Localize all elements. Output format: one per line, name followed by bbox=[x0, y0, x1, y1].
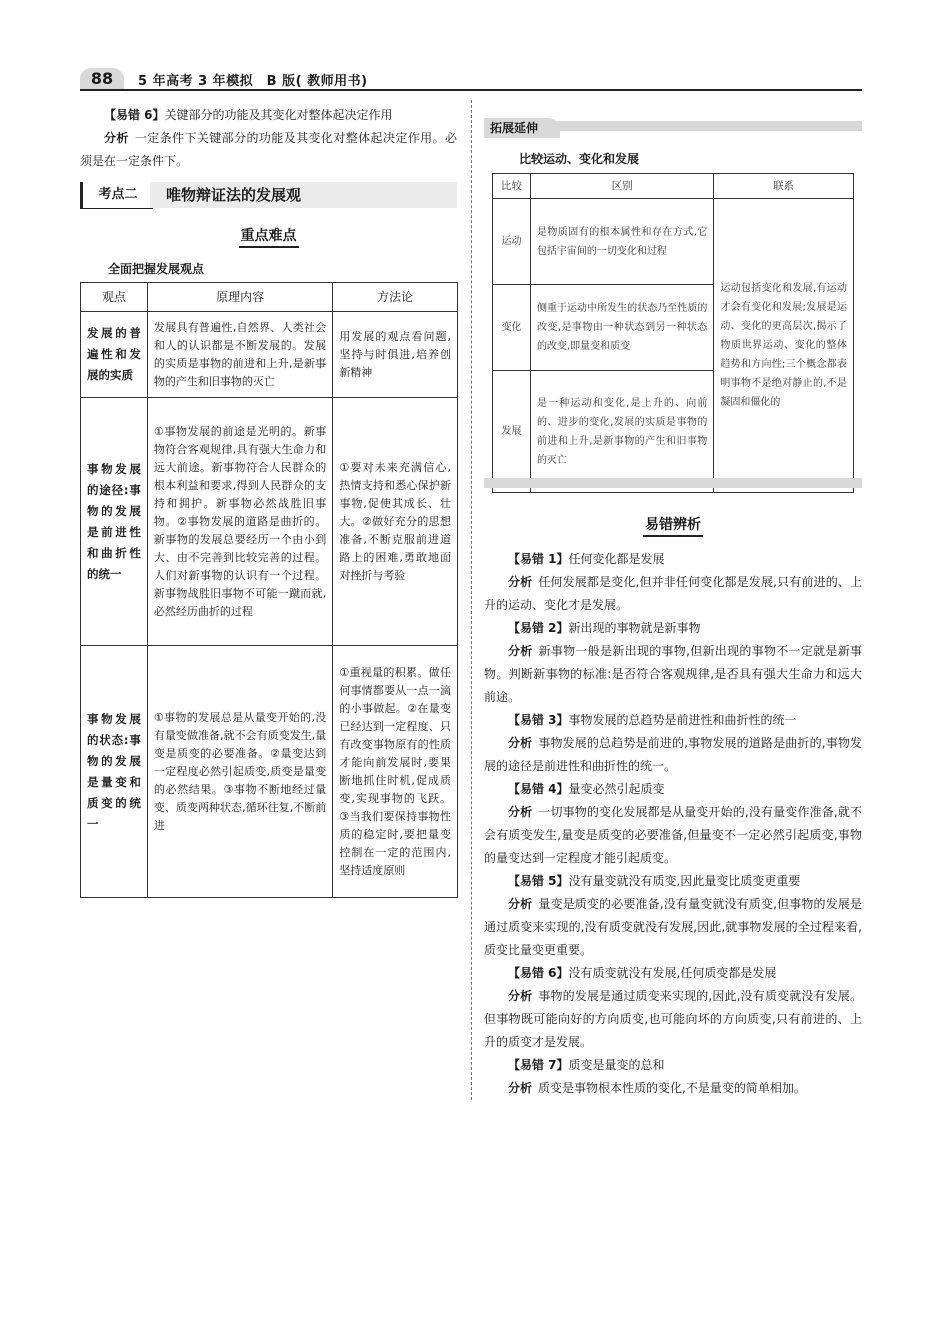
table-title: 全面把握发展观点 bbox=[108, 262, 205, 276]
comparison-table bbox=[492, 173, 854, 493]
comparison-header: 区别 bbox=[530, 174, 713, 199]
error-tag: 【易错 6】 bbox=[508, 966, 569, 980]
extension-bottom-bar bbox=[484, 478, 862, 488]
extension-title: 比较运动、变化和发展 bbox=[519, 152, 640, 166]
error-item bbox=[484, 962, 862, 1054]
comparison-header-row bbox=[493, 174, 854, 199]
error-statement: 任何变化都是发展 bbox=[568, 552, 665, 566]
table-header: 原理内容 bbox=[147, 283, 332, 312]
method-cell: 用发展的观点看问题,坚持与时俱进,培养创新精神 bbox=[333, 312, 458, 398]
analysis-label: 分析 bbox=[508, 644, 533, 658]
error-item bbox=[484, 778, 862, 870]
content-cell: ①事物的发展总是从量变开始的,没有量变做准备,就不会有质变发生,量变是质变的必要准备。②量变达到一定程度必然引起质变,质变是量变的必然结果。③事物不断地经过量变、质变两种状态,循环往复,不断前进 bbox=[147, 646, 332, 898]
errors-list bbox=[484, 548, 862, 1100]
comparison-header: 联系 bbox=[714, 174, 854, 199]
content-cell: ①事物发展的前途是光明的。新事物符合客观规律,具有强大生命力和远大前途。新事物符合人民群众的根本利益和要求,得到人民群众的支持和拥护。新事物必然战胜旧事物。②事物发展的道路是曲折的。新事物的发展总要经历一个由小到大、由不完善到比较完善的过程。人们对新事物的认识有一个过程。新事物战胜旧事物不可能一蹴而就,必然经历曲折的过程 bbox=[147, 398, 332, 646]
difference-cell: 是一种运动和变化,是上升的、向前的、进步的变化,发展的实质是事物的前进和上升,是新事物的产生和旧事物的灭亡 bbox=[530, 371, 713, 493]
comparison-row bbox=[493, 199, 854, 285]
table-row bbox=[81, 398, 458, 646]
development-table bbox=[80, 282, 458, 898]
error-item bbox=[484, 709, 862, 778]
left-error-6 bbox=[80, 104, 457, 173]
table-row bbox=[81, 312, 458, 398]
error-tag: 【易错 7】 bbox=[508, 1058, 569, 1072]
difference-cell: 侧重于运动中所发生的状态乃至性质的改变,是事物由一种状态到另一种状态的改变,即量变和质变 bbox=[530, 285, 713, 371]
page-number: 88 bbox=[80, 68, 124, 90]
analysis-text: 任何发展都是变化,但并非任何变化都是发展,只有前进的、上升的运动、变化才是发展。 bbox=[484, 575, 862, 612]
analysis-text: 质变是事物根本性质的变化,不是量变的简单相加。 bbox=[538, 1081, 806, 1095]
analysis-text: 一定条件下关键部分的功能及其变化对整体起决定作用。必须是在一定条件下。 bbox=[80, 131, 457, 168]
error-tag: 【易错 5】 bbox=[508, 874, 569, 888]
error-statement: 没有质变就没有发展,任何质变都是发展 bbox=[568, 966, 777, 980]
concept-cell: 变化 bbox=[493, 285, 531, 371]
analysis-text: 一切事物的变化发展都是从量变开始的,没有量变作准备,就不会有质变发生,量变是质变的必要准备,但量变不一定必然引起质变,事物的量变达到一定程度才能引起质变。 bbox=[484, 805, 862, 865]
error-statement: 质变是量变的总和 bbox=[568, 1058, 665, 1072]
analysis-label: 分析 bbox=[508, 989, 533, 1003]
section-title: 唯物辩证法的发展观 bbox=[150, 182, 457, 208]
method-cell: ①重视量的积累。做任何事情都要从一点一滴的小事做起。②在量变已经达到一定程度、只有改变事物原有的性质才能向前发展时,要果断地抓住时机,促成质变,实现事物的飞跃。③当我们要保持事物性质的稳定时,要把量变控制在一定的范围内,坚持适度原则 bbox=[333, 646, 458, 898]
method-cell: ①要对未来充满信心,热情支持和悉心保护新事物,促使其成长、壮大。②做好充分的思想准备,不断克服前进道路上的困难,勇敢地面对挫折与考验 bbox=[333, 398, 458, 646]
difference-cell: 是物质固有的根本属性和存在方式,它包括宇宙间的一切变化和过程 bbox=[530, 199, 713, 285]
error-tag: 【易错 3】 bbox=[508, 713, 569, 727]
key-points-heading: 重点难点 bbox=[80, 225, 457, 245]
error-tag: 【易错 6】 bbox=[104, 108, 165, 122]
analysis-label: 分析 bbox=[508, 805, 533, 819]
error-statement: 事物发展的总趋势是前进性和曲折性的统一 bbox=[568, 713, 797, 727]
content-cell: 发展具有普遍性,自然界、人类社会和人的认识都是不断发展的。发展的实质是事物的前进和上升,是新事物的产生和旧事物的灭亡 bbox=[147, 312, 332, 398]
point-cell: 发展的普遍性和发展的实质 bbox=[81, 312, 148, 398]
table-header: 观点 bbox=[81, 283, 148, 312]
section-bar bbox=[80, 182, 457, 208]
section-label: 考点二 bbox=[80, 182, 153, 209]
point-cell: 事物发展的途径:事物的发展是前进性和曲折性的统一 bbox=[81, 398, 148, 646]
error-statement: 没有量变就没有质变,因此量变比质变更重要 bbox=[568, 874, 801, 888]
error-statement: 关键部分的功能及其变化对整体起决定作用 bbox=[164, 108, 393, 122]
concept-cell: 运动 bbox=[493, 199, 531, 285]
concept-cell: 发展 bbox=[493, 371, 531, 493]
error-statement: 新出现的事物就是新事物 bbox=[568, 621, 701, 635]
table-row bbox=[81, 646, 458, 898]
analysis-label: 分析 bbox=[104, 131, 129, 145]
analysis-label: 分析 bbox=[508, 1081, 533, 1095]
analysis-text: 事物的发展是通过质变来实现的,因此,没有质变就没有发展。但事物既可能向好的方向质变,也可能向坏的方向质变,只有前进的、上升的质变才是发展。 bbox=[484, 989, 862, 1049]
header-rule bbox=[80, 89, 862, 91]
error-item bbox=[484, 870, 862, 962]
extension-tag: 拓展延伸 bbox=[484, 118, 560, 138]
error-item bbox=[484, 617, 862, 709]
book-title: 5 年高考 3 年模拟 B 版( 教师用书) bbox=[138, 74, 368, 89]
analysis-text: 新事物一般是新出现的事物,但新出现的事物不一定就是新事物。判断新事物的标准:是否符合客观规律,是否具有强大生命力和远大前途。 bbox=[484, 644, 862, 704]
column-divider bbox=[471, 100, 472, 1100]
error-statement: 量变必然引起质变 bbox=[568, 782, 665, 796]
analysis-label: 分析 bbox=[508, 736, 533, 750]
table-header-row bbox=[81, 283, 458, 312]
error-tag: 【易错 1】 bbox=[508, 552, 569, 566]
errors-heading: 易错辨析 bbox=[484, 514, 862, 534]
analysis-label: 分析 bbox=[508, 575, 533, 589]
analysis-label: 分析 bbox=[508, 897, 533, 911]
table-header: 方法论 bbox=[333, 283, 458, 312]
error-item bbox=[484, 548, 862, 617]
analysis-text: 量变是质变的必要准备,没有量变就没有质变,但事物的发展是通过质变来实现的,没有质变就没有发展,因此,就事物发展的全过程来看,质变比量变更重要。 bbox=[484, 897, 862, 957]
analysis-text: 事物发展的总趋势是前进的,事物发展的道路是曲折的,事物发展的途径是前进性和曲折性的统一。 bbox=[484, 736, 862, 773]
point-cell: 事物发展的状态:事物的发展是量变和质变的统一 bbox=[81, 646, 148, 898]
relation-cell: 运动包括变化和发展,有运动才会有变化和发展;发展是运动、变化的更高层次,揭示了物质世界运动、变化的整体趋势和方向性;三个概念都表明事物不是绝对静止的,不是凝固和僵化的 bbox=[714, 199, 854, 493]
error-tag: 【易错 4】 bbox=[508, 782, 569, 796]
error-item bbox=[484, 1054, 862, 1100]
comparison-header: 比较 bbox=[493, 174, 531, 199]
error-tag: 【易错 2】 bbox=[508, 621, 569, 635]
